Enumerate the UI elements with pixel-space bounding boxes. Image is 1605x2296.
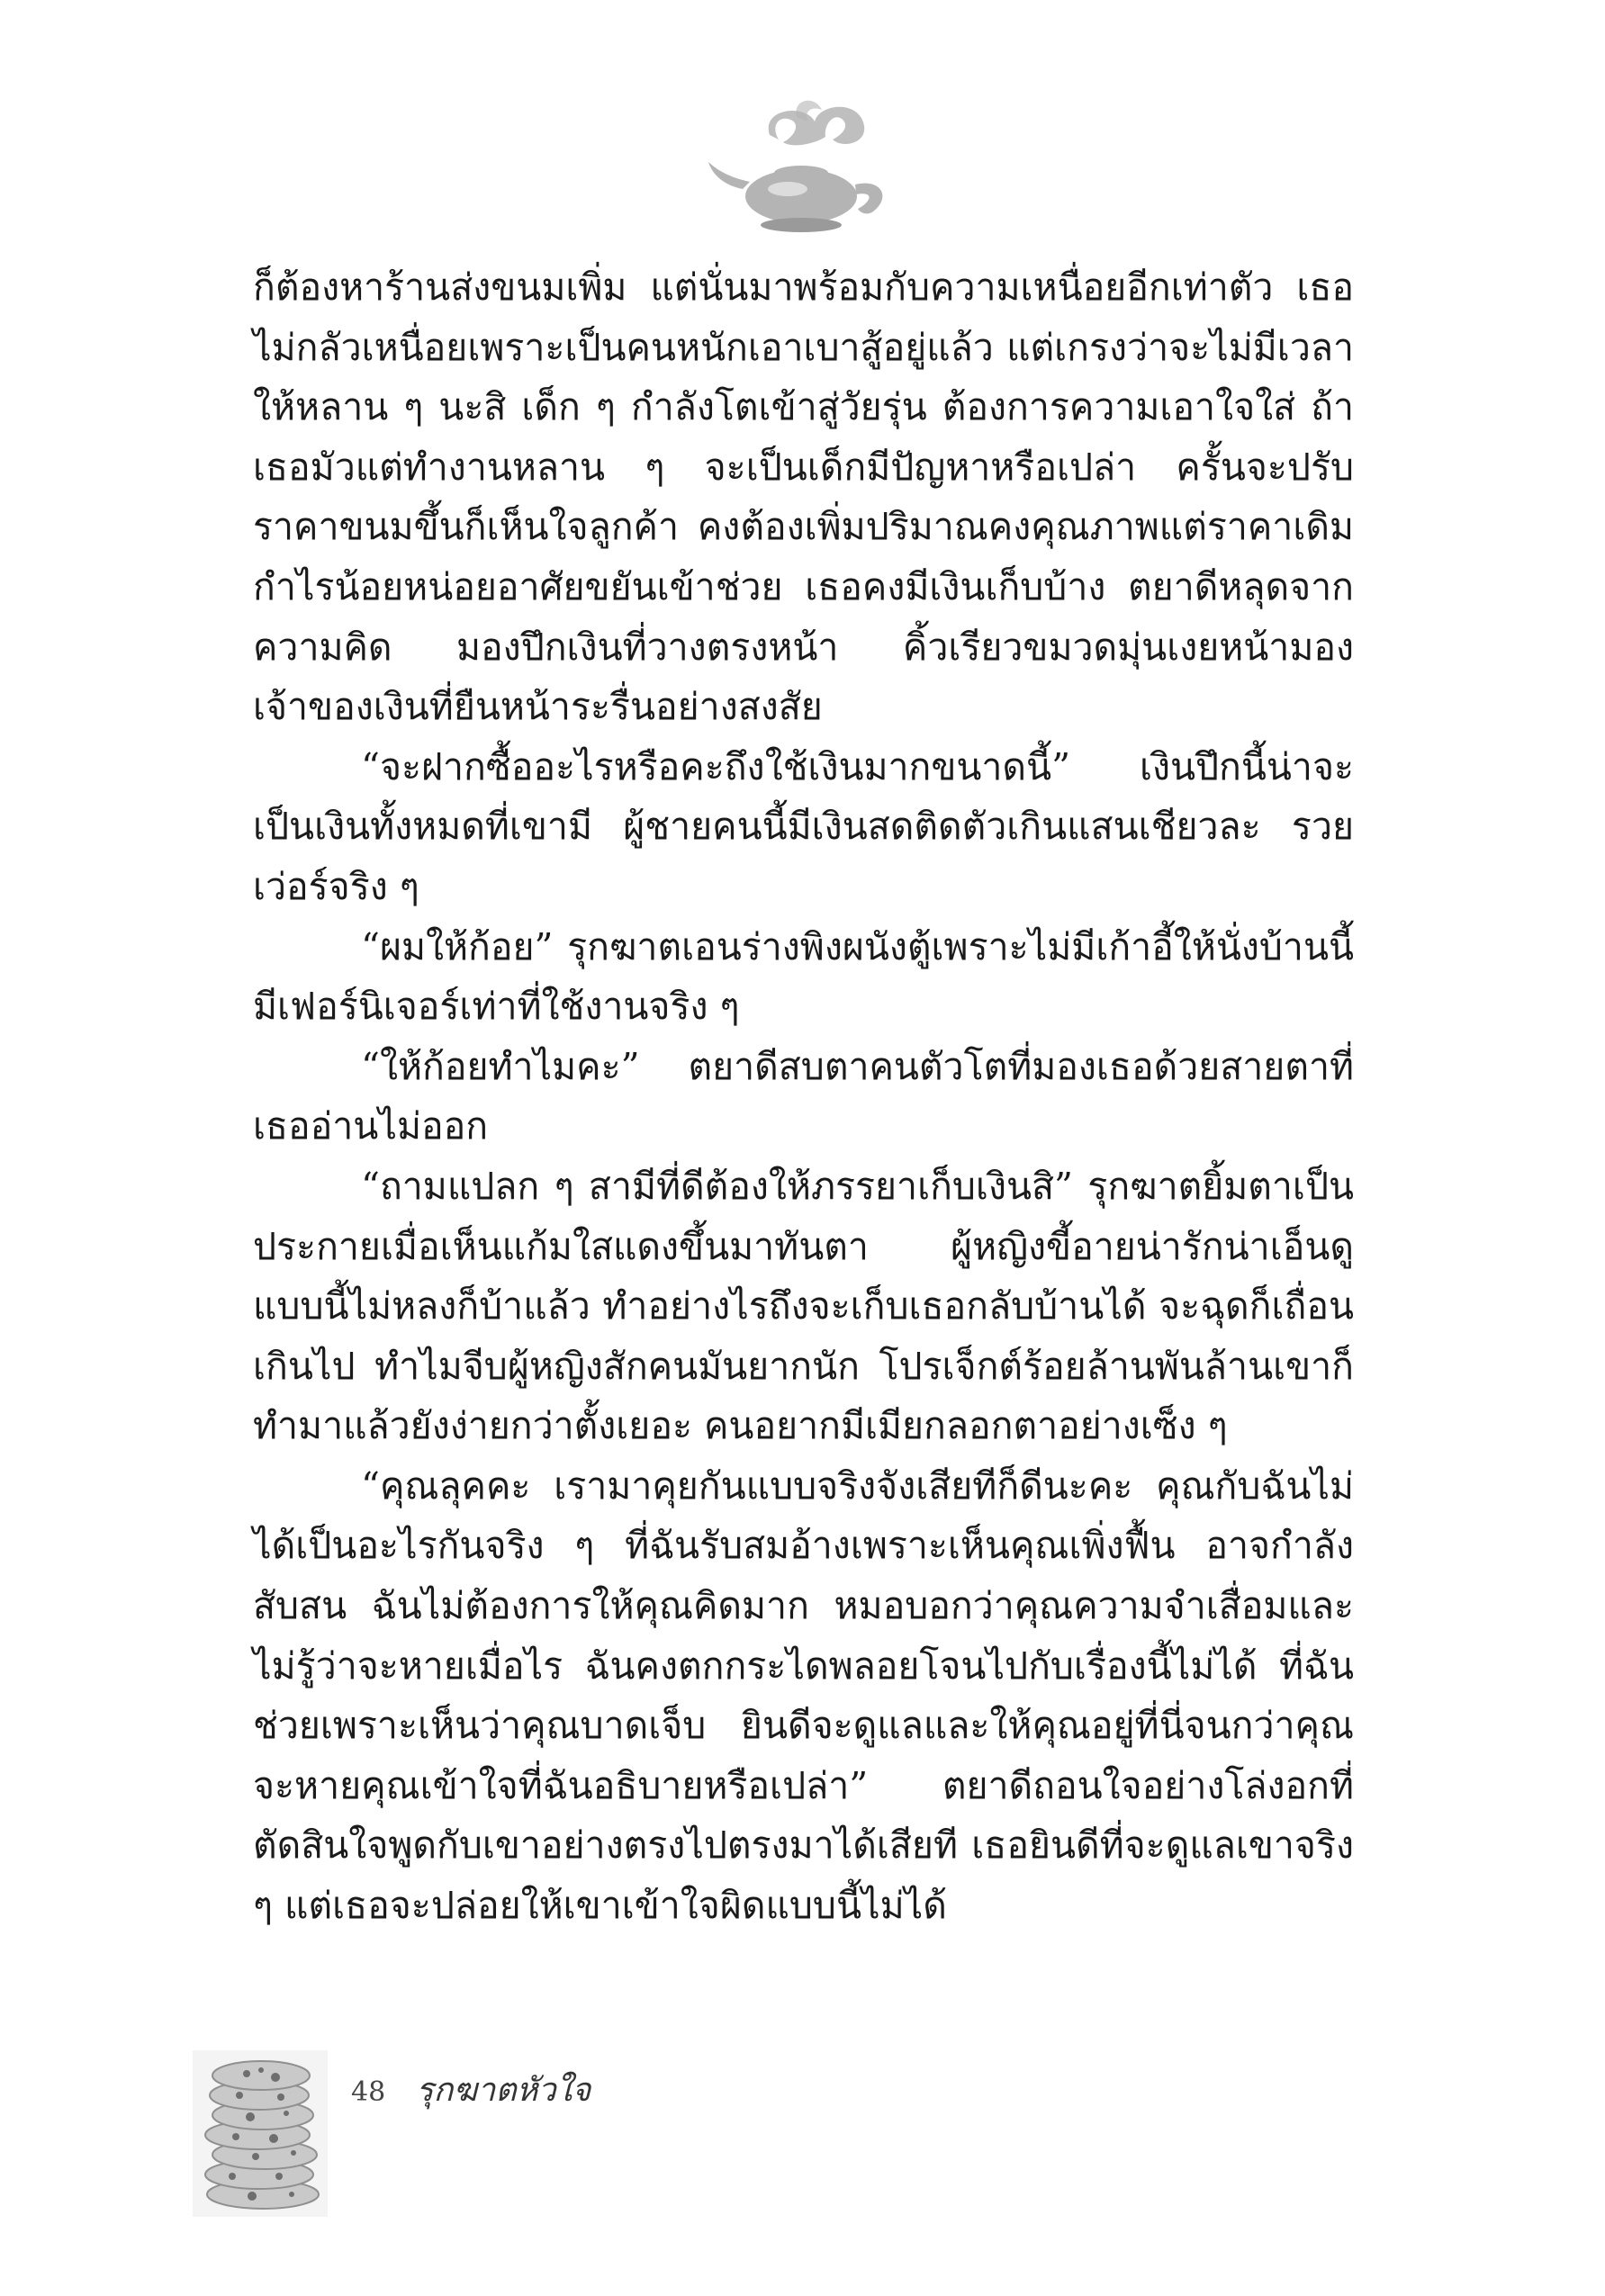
book-title: รุกฆาตหัวใจ — [416, 2072, 591, 2109]
page-footer — [351, 2064, 591, 2115]
paragraph-5: “ถามแปลก ๆ สามีที่ดีต้องให้ภรรยาเก็บเงินสิ” รุกฆาตยิ้มตาเป็นประกายเมื่อเห็นแก้มใสแดงขึ้นมาทันตา ผู้หญิงขี้อายน่ารักน่าเอ็นดูแบบนี้ไม่หลงก็บ้าแล้ว ทำอย่างไรถึงจะเก็บเธอกลับบ้านได้ จะฉุดก็เถื่อนเกินไป ทำไมจีบผู้หญิงสักคนมันยากนัก โปรเจ็กต์ร้อยล้านพันล้านเขาก็ทำมาแล้วยังง่ายกว่าตั้งเยอะ คนอยากมีเมียกลอกตาอย่างเซ็ง ๆ — [253, 1164, 1354, 1448]
page-number: 48 — [351, 2076, 386, 2108]
paragraph-4: “ให้ก้อยทำไมคะ” ตยาดีสบตาคนตัวโตที่มองเธอด้วยสายตาที่เธออ่านไม่ออก — [253, 1044, 1354, 1148]
paragraph-6: “คุณลุคคะ เรามาคุยกันแบบจริงจังเสียทีก็ดีนะคะ คุณกับฉันไม่ได้เป็นอะไรกันจริง ๆ ที่ฉันรับสมอ้างเพราะเห็นคุณเพิ่งฟื้น อาจกำลังสับสน ฉันไม่ต้องการให้คุณคิดมาก หมอบอกว่าคุณความจำเสื่อมและไม่รู้ว่าจะหายเมื่อไร ฉันคงตกกระไดพลอยโจนไปกับเรื่องนี้ไม่ได้ ที่ฉันช่วยเพราะเห็นว่าคุณบาดเจ็บ ยินดีจะดูแลและให้คุณอยู่ที่นี่จนกว่าคุณจะหายคุณเข้าใจที่ฉันอธิบายหรือเปล่า” ตยาดีถอนใจอย่างโล่งอกที่ตัดสินใจพูดกับเขาอย่างตรงไปตรงมาได้เสียที เธอยินดีที่จะดูแลเขาจริง ๆ แต่เธอจะปล่อยให้เขาเข้าใจผิดแบบนี้ไม่ได้ — [253, 1463, 1354, 1928]
page-body — [253, 257, 1354, 1936]
paragraph-1: ก็ต้องหาร้านส่งขนมเพิ่ม แต่นั่นมาพร้อมกับความเหนื่อยอีกเท่าตัว เธอไม่กลัวเหนื่อยเพราะเป็นคนหนักเอาเบาสู้อยู่แล้ว แต่เกรงว่าจะไม่มีเวลาให้หลาน ๆ นะสิ เด็ก ๆ กำลังโตเข้าสู่วัยรุ่น ต้องการความเอาใจใส่ ถ้าเธอมัวแต่ทำงานหลาน ๆ จะเป็นเด็กมีปัญหาหรือเปล่า ครั้นจะปรับราคาขนมขึ้นก็เห็นใจลูกค้า คงต้องเพิ่มปริมาณคงคุณภาพแต่ราคาเดิม กำไรน้อยหน่อยอาศัยขยันเข้าช่วย เธอคงมีเงินเก็บบ้าง ตยาดีหลุดจากความคิด มองปึกเงินที่วางตรงหน้า คิ้วเรียวขมวดมุ่นเงยหน้ามองเจ้าของเงินที่ยืนหน้าระรื่นอย่างสงสัย — [253, 266, 1354, 729]
teapot-ornament-icon — [707, 99, 900, 243]
cookie-stack-icon — [193, 2050, 328, 2217]
paragraph-2: “จะฝากซื้ออะไรหรือคะถึงใช้เงินมากขนาดนี้” เงินปึกนี้น่าจะเป็นเงินทั้งหมดที่เขามี ผู้ชายคนนี้มีเงินสดติดตัวเกินแสนเชียวละ รวยเว่อร์จริง ๆ — [253, 744, 1354, 908]
paragraph-3: “ผมให้ก้อย” รุกฆาตเอนร่างพิงผนังตู้เพราะไม่มีเก้าอี้ให้นั่งบ้านนี้มีเฟอร์นิเจอร์เท่าที่ใช้งานจริง ๆ — [253, 924, 1354, 1029]
